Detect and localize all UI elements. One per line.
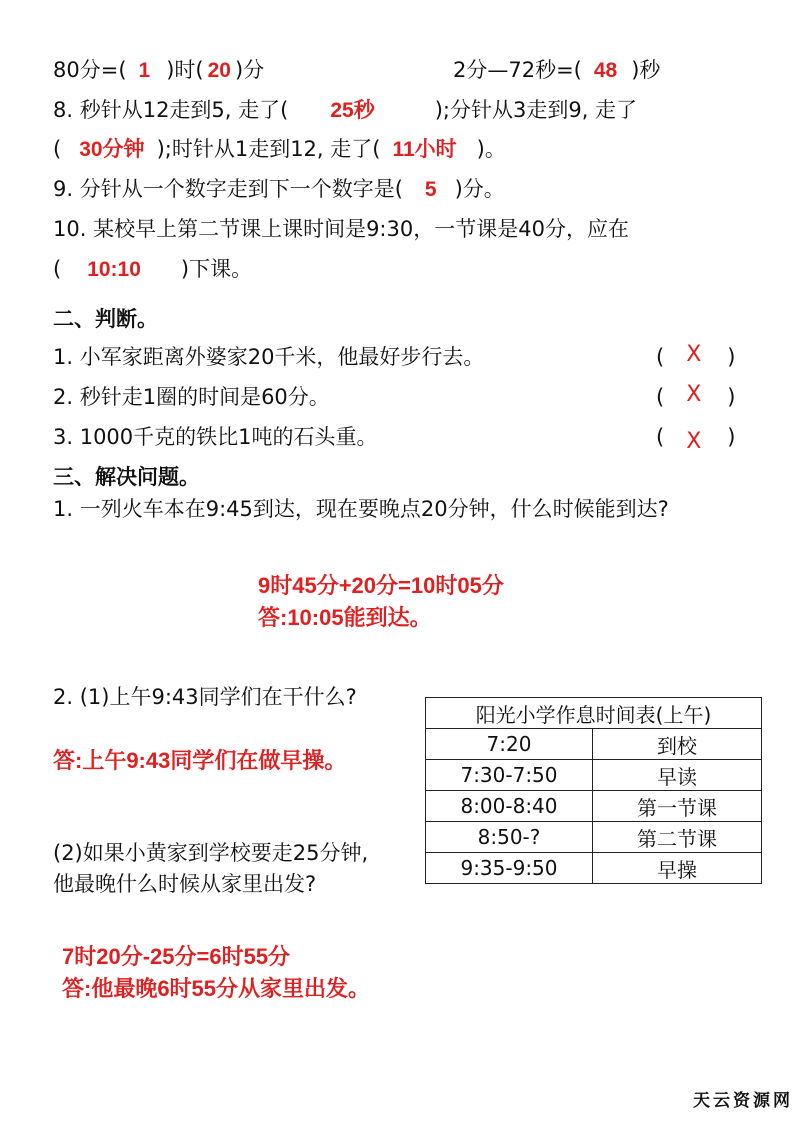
judge-bracket-3: ( X ) [656,425,736,454]
answer-hours: 1 [138,59,151,82]
schedule-time: 7:20 [426,729,593,760]
solve-answer-2-2-text: 答:他最晚6时55分从家里出发。 [62,976,371,1001]
table-row [426,760,762,791]
section-judge-title: 二、判断。 [53,307,158,331]
answer-seconds: 48 [593,59,618,82]
table-row [426,729,762,760]
fill-line-1b: 2分—72秒=( 48 )秒 [453,58,661,82]
question-10: 10. 某校早上第二节课上课时间是9:30，一节课是40分，应在 [53,217,629,241]
schedule-time: 8:00-8:40 [426,791,593,822]
question-9: 9. 分针从一个数字走到下一个数字是( 5 )分。 [53,177,505,201]
solve-answer-2-2-calc: 7时20分-25分=6时55分 [62,944,291,969]
judge-item-2: 2. 秒针走1圈的时间是60分。 [53,385,330,409]
answer-q9: 5 [424,178,437,201]
solve-question-2-2b: 他最晚什么时候从家里出发? [53,872,317,896]
answer-minutes: 20 [207,59,231,82]
judge-bracket-1: ( X ) [656,342,736,369]
cross-mark: X [686,382,702,407]
schedule-activity: 到校 [593,729,762,760]
solve-answer-1-text: 答:10:05能到达。 [258,605,432,630]
solve-question-2-1: 2. (1)上午9:43同学们在干什么? [53,685,357,709]
question-10-cont: ( 10:10 )下课。 [53,257,253,281]
schedule-table [425,697,762,884]
cross-mark: X [686,342,702,367]
schedule-activity: 第一节课 [593,791,762,822]
schedule-activity: 早读 [593,760,762,791]
watermark: 天云资源网 [693,1091,793,1111]
schedule-time: 9:35-9:50 [426,853,593,884]
schedule-time: 7:30-7:50 [426,760,593,791]
solve-answer-1-calc: 9时45分+20分=10时05分 [258,573,504,598]
solve-answer-2-1: 答:上午9:43同学们在做早操。 [53,748,347,773]
table-row [426,822,762,853]
judge-bracket-2: ( X ) [656,382,736,409]
solve-question-2-2a: (2)如果小黄家到学校要走25分钟, [53,841,369,865]
fill-line-1: 80分=( 1 )时( 20 )分 [53,58,265,82]
answer-q8-1: 25秒 [330,99,375,122]
judge-item-3: 3. 1000千克的铁比1吨的石头重。 [53,425,378,449]
schedule-activity: 第二节课 [593,822,762,853]
schedule-title: 阳光小学作息时间表(上午) [426,698,762,729]
schedule-activity: 早操 [593,853,762,884]
schedule-time: 8:50-? [426,822,593,853]
answer-q8-3: 11小时 [392,138,457,161]
cross-mark: X [686,429,702,454]
table-row [426,791,762,822]
judge-item-1: 1. 小军家距离外婆家20千米，他最好步行去。 [53,345,485,369]
answer-q10: 10:10 [87,258,141,281]
answer-q8-2: 30分钟 [79,138,145,161]
question-8-cont: ( 30分钟 );时针从1走到12, 走了( 11小时 )。 [53,137,506,161]
solve-question-1: 1. 一列火车本在9:45到达，现在要晚点20分钟，什么时候能到达? [53,497,669,521]
section-solve-title: 三、解决问题。 [53,465,200,489]
table-row [426,853,762,884]
question-8: 8. 秒针从12走到5, 走了( 25秒 );分针从3走到9, 走了 [53,98,638,122]
